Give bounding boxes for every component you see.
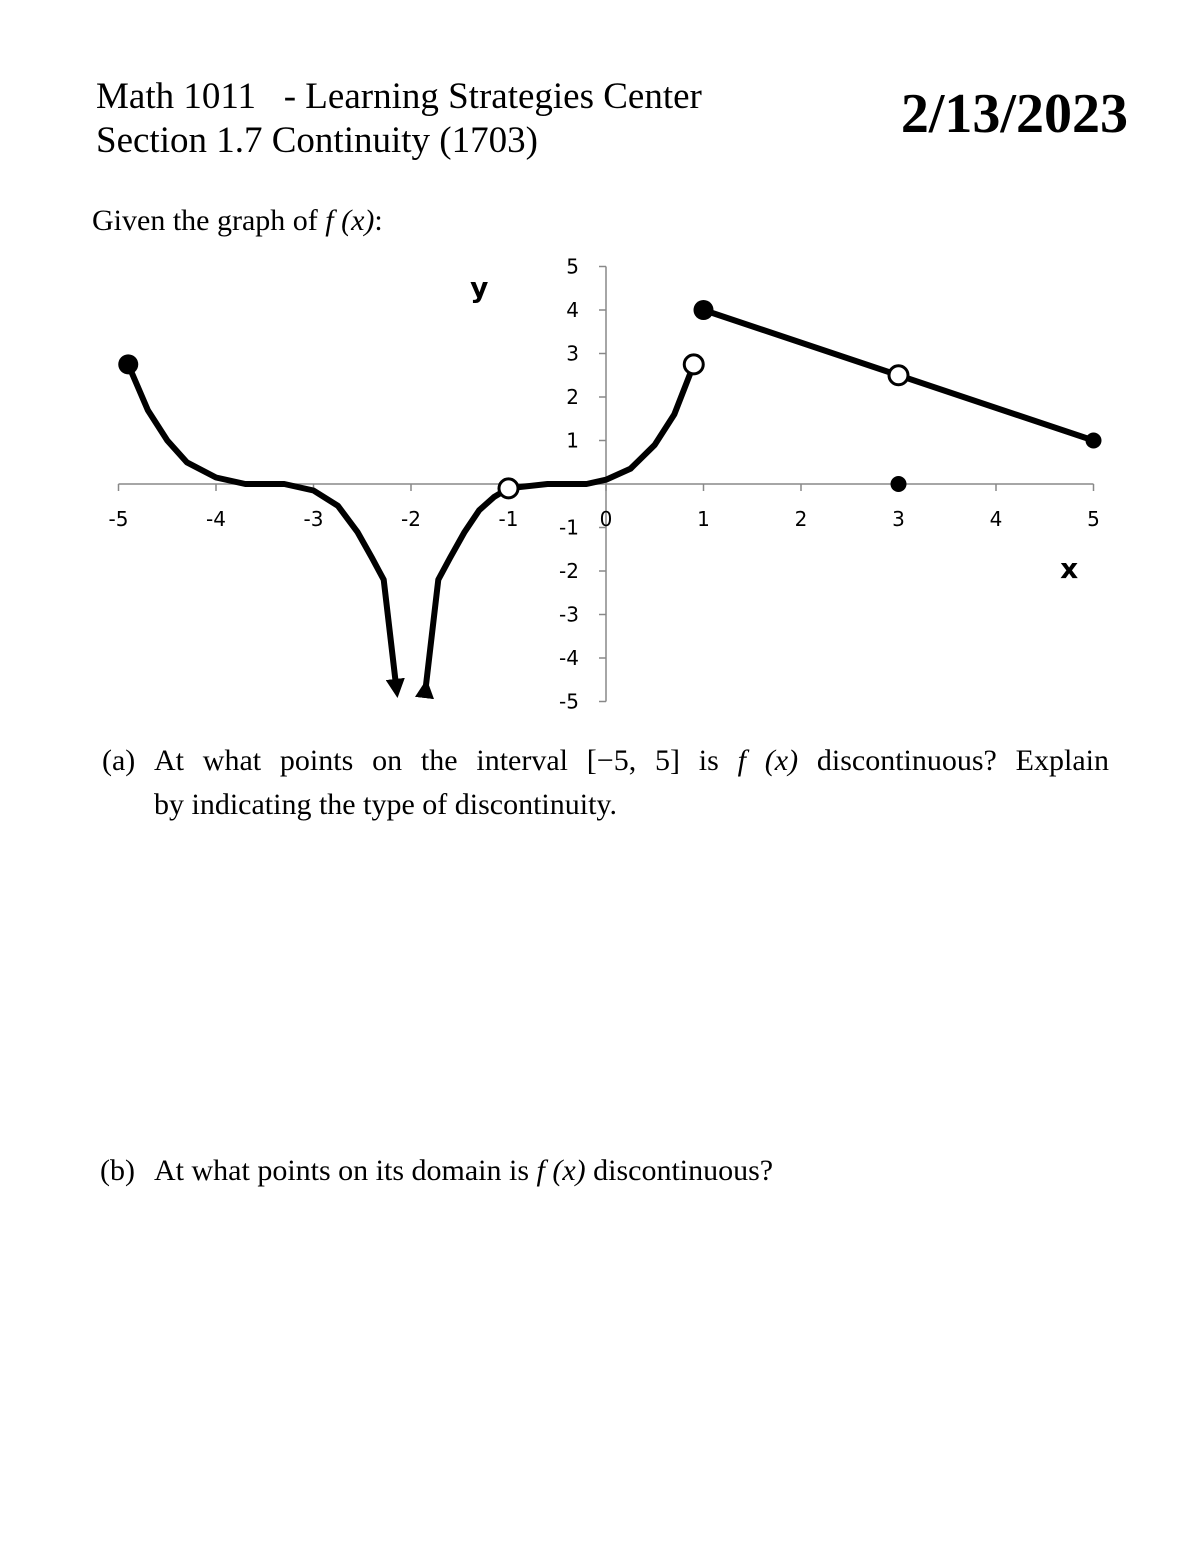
y-tick-label: 3 xyxy=(566,341,579,366)
open-point xyxy=(499,479,518,498)
question-a-label: (a) xyxy=(102,744,136,777)
y-axis-title: y xyxy=(470,270,489,304)
closed-point xyxy=(694,300,714,320)
x-tick-label: -1 xyxy=(498,507,519,531)
x-tick-label: 4 xyxy=(989,507,1003,531)
y-tick-label: -1 xyxy=(559,515,579,540)
y-tick-label: -5 xyxy=(559,689,579,714)
y-tick-label: 1 xyxy=(566,428,579,453)
intro-function: f (x) xyxy=(325,204,375,237)
question-a-line1 xyxy=(154,746,1109,776)
open-point xyxy=(889,366,908,385)
x-tick-label: -4 xyxy=(206,507,226,531)
x-tick-label: -3 xyxy=(303,507,324,531)
y-tick-label: 5 xyxy=(566,254,579,279)
x-tick-label: 3 xyxy=(892,507,905,531)
question-a-line2: by indicating the type of discontinuity. xyxy=(154,788,617,821)
date: 2/13/2023 xyxy=(900,83,1128,145)
x-tick-label: 5 xyxy=(1087,507,1100,531)
x-axis-title: x xyxy=(1060,552,1079,585)
y-tick-label: -4 xyxy=(559,646,579,670)
question-b-text-after: discontinuous? xyxy=(585,1154,774,1187)
header-line-1: Math 1011 - Learning Strategies Center xyxy=(96,76,702,117)
question-b-label: (b) xyxy=(100,1154,135,1187)
intro-suffix: : xyxy=(374,204,383,237)
header-line-2: Section 1.7 Continuity (1703) xyxy=(96,120,538,161)
curve-left xyxy=(128,364,396,688)
closed-point xyxy=(1086,433,1102,449)
question-b-text-before: At what points on its domain is xyxy=(154,1154,537,1187)
function-graph xyxy=(0,240,1200,720)
x-tick-label: 2 xyxy=(794,507,808,531)
y-tick-label: -3 xyxy=(559,602,579,627)
points xyxy=(118,300,1101,498)
x-tick-label: 1 xyxy=(697,507,710,531)
y-tick-label: -2 xyxy=(559,559,579,583)
closed-point xyxy=(118,354,138,374)
question-a-function: f (x) xyxy=(737,744,799,777)
x-tick-label: -5 xyxy=(108,507,129,531)
y-tick-label: 4 xyxy=(566,298,579,322)
x-tick-label: -2 xyxy=(401,507,421,531)
x-tick-label: 0 xyxy=(599,507,613,531)
intro-prefix: Given the graph of xyxy=(92,204,326,237)
question-a-text-after: discontinuous? Explain xyxy=(798,744,1109,777)
intro-text xyxy=(92,206,383,236)
question-a xyxy=(102,746,1112,866)
curves xyxy=(128,310,1093,689)
closed-point xyxy=(891,476,907,492)
open-point xyxy=(684,355,703,374)
y-tick-label: 2 xyxy=(566,385,579,409)
question-b-function: f (x) xyxy=(536,1154,586,1187)
question-b xyxy=(100,1156,773,1186)
question-a-text-before: At what points on the interval [−5, 5] is xyxy=(154,744,738,777)
